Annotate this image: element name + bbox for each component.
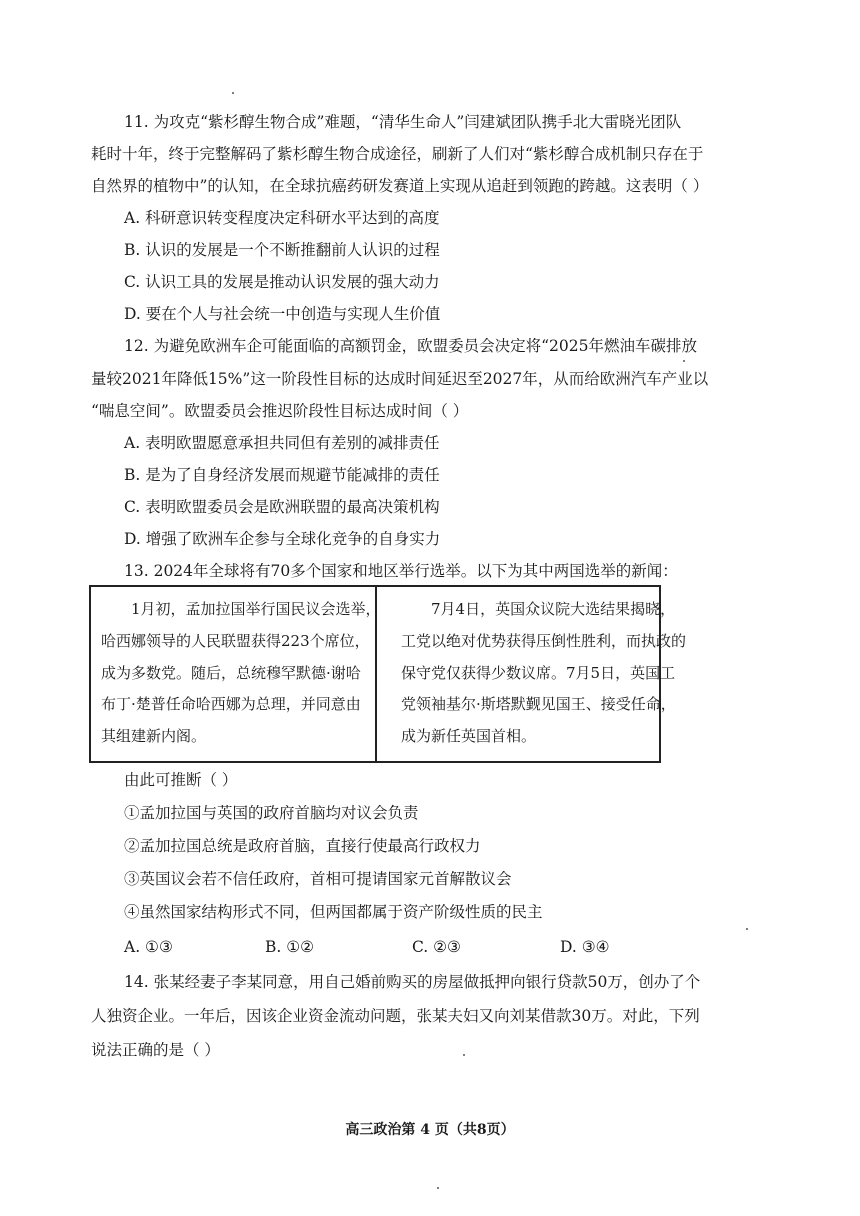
q13-statement-2: ②孟加拉国总统是政府首脑，直接行使最高行政权力 <box>124 837 481 855</box>
scan-speck <box>463 1054 465 1056</box>
q11-option-c: C. 认识工具的发展是推动认识发展的强大动力 <box>124 273 440 291</box>
q12-option-c: C. 表明欧盟委员会是欧洲联盟的最高决策机构 <box>124 498 440 516</box>
q11-option-d: D. 要在个人与社会统一中创造与实现人生价值 <box>124 305 441 323</box>
q13-statement-4: ④虽然国家结构形式不同，但两国都属于资产阶级性质的民主 <box>124 903 543 921</box>
news-uk <box>375 587 687 761</box>
scan-speck <box>437 1187 439 1189</box>
q13-choice-a: A. ①③ <box>124 938 173 956</box>
q12-line-3: “喘息空间”。欧盟委员会推迟阶段性目标达成时间（ ） <box>91 402 469 420</box>
q11-line-1: 11. 为攻克“紫杉醇生物合成”难题，“清华生命人”闫建斌团队携手北大雷晓光团队 <box>124 113 682 131</box>
news-bangladesh <box>91 587 381 761</box>
news-right-line-3: 保守党仅获得少数议席。7月5日，英国工 <box>401 663 676 682</box>
q12-line-1: 12. 为避免欧洲车企可能面临的高额罚金，欧盟委员会决定将“2025年燃油车碳排放 <box>124 337 697 355</box>
q12-option-b: B. 是为了自身经济发展而规避节能减排的责任 <box>124 466 440 484</box>
news-right-line-4: 党领袖基尔·斯塔默觐见国王、接受任命， <box>401 695 676 714</box>
q13-statement-1: ①孟加拉国与英国的政府首脑均对议会负责 <box>124 804 419 822</box>
scan-speck <box>746 928 748 930</box>
q13-intro: 13. 2024年全球将有70多个国家和地区举行选举。以下为其中两国选举的新闻： <box>124 562 678 580</box>
q14-line-1: 14. 张某经妻子李某同意，用自己婚前购买的房屋做抵押向银行贷款50万，创办了个 <box>124 973 701 991</box>
q12-option-d: D. 增强了欧洲车企参与全球化竞争的自身实力 <box>124 530 441 548</box>
q12-option-a: A. 表明欧盟愿意承担共同但有差别的减排责任 <box>124 434 440 452</box>
news-left-line-3: 成为多数党。随后，总统穆罕默德·谢哈 <box>101 663 361 682</box>
q11-line-3: 自然界的植物中”的认知，在全球抗癌药研发赛道上实现从追赶到领跑的跨越。这表明（ ） <box>91 177 709 195</box>
q11-option-a: A. 科研意识转变程度决定科研水平达到的高度 <box>124 209 440 227</box>
q14-line-2: 人独资企业。一年后，因该企业资金流动问题，张某夫妇又向刘某借款30万。对此，下列 <box>91 1007 700 1025</box>
q13-choice-d: D. ③④ <box>560 938 610 956</box>
q11-option-b: B. 认识的发展是一个不断推翻前人认识的过程 <box>124 241 440 259</box>
q13-choice-c: C. ②③ <box>412 938 461 956</box>
news-left-line-4: 布丁·楚普任命哈西娜为总理，并同意由 <box>101 695 361 714</box>
q13-stem: 由此可推断（ ） <box>124 771 238 789</box>
q14-line-3: 说法正确的是（ ） <box>91 1041 220 1059</box>
page-footer: 高三政治第 4 页（共8页） <box>345 1122 515 1138</box>
news-left-line-5: 其组建新内阁。 <box>101 727 207 746</box>
news-right-line-2: 工党以绝对优势获得压倒性胜利，而执政的 <box>401 631 687 650</box>
q13-statement-3: ③英国议会若不信任政府，首相可提请国家元首解散议会 <box>124 870 512 888</box>
news-table <box>89 585 687 763</box>
scan-speck <box>232 92 234 94</box>
q12-line-2: 量较2021年降低15%”这一阶段性目标的达成时间延迟至2027年，从而给欧洲汽车产业以 <box>91 370 709 388</box>
scan-speck <box>683 360 685 362</box>
news-right-line-1: 7月4日，英国众议院大选结果揭晓， <box>431 600 676 618</box>
q13-choice-b: B. ①② <box>265 938 315 956</box>
news-right-line-5: 成为新任英国首相。 <box>401 727 537 746</box>
q11-line-2: 耗时十年，终于完整解码了紫杉醇生物合成途径，刷新了人们对“紫杉醇合成机制只存在于 <box>91 145 704 163</box>
news-left-line-1: 1月初，孟加拉国举行国民议会选举， <box>131 600 381 618</box>
news-left-line-2: 哈西娜领导的人民联盟获得223个席位， <box>101 631 370 650</box>
